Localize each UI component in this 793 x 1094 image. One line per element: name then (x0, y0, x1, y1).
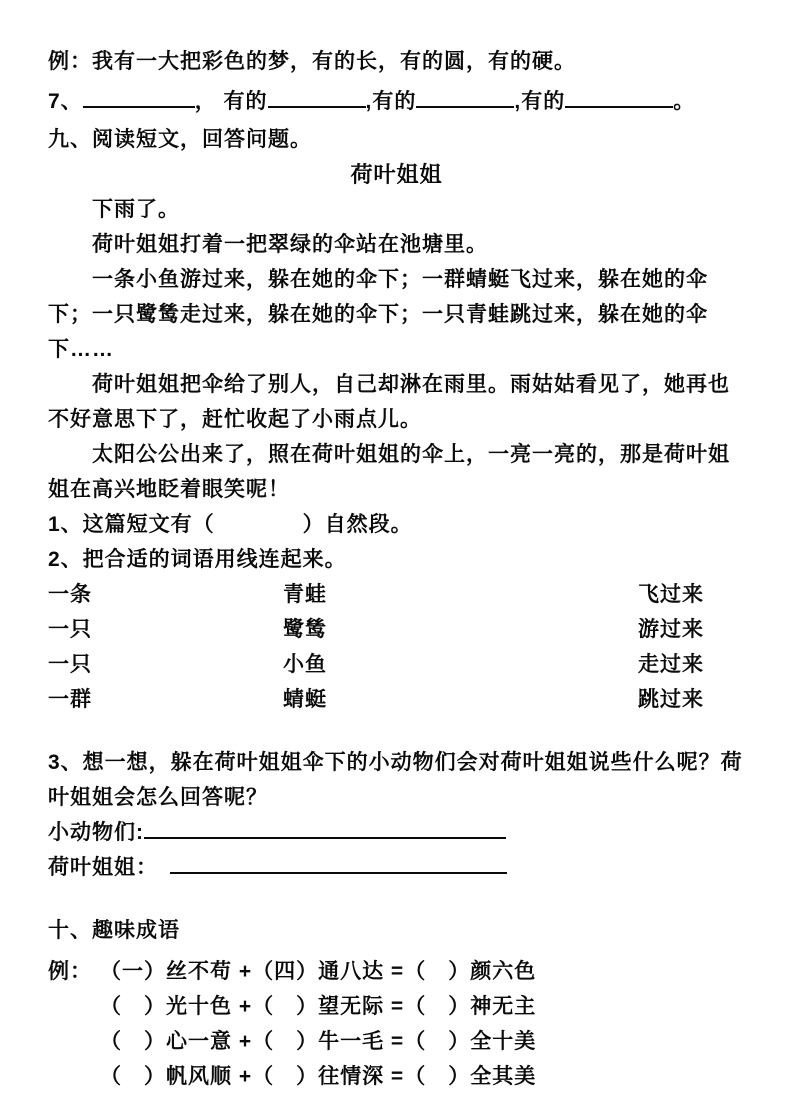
idiom-row: （ ）光十色 +（ ）望无际 =（ ）神无主 (100, 995, 537, 1018)
matching-row (48, 612, 745, 647)
lotus-answer-line (48, 850, 745, 885)
matching-animal: 蜻蜓 (283, 688, 327, 711)
question-7-segment: 。 (673, 90, 696, 113)
answer-blank (144, 818, 506, 839)
answer-blank (170, 853, 507, 874)
question-2: 2、把合适的词语用线连起来。 (48, 548, 347, 571)
matching-row (48, 577, 745, 612)
animals-answer-line (48, 815, 745, 850)
matching-classifier: 一条 (48, 583, 92, 606)
question-7-number: 7、 (48, 90, 83, 113)
passage-paragraph: 一条小鱼游过来，躲在她的伞下；一群蜻蜓飞过来，躲在她的伞下；一只鹭鸶走过来，躲在她的伞下；一只青蛙跳过来，躲在她的伞下…… (48, 268, 708, 361)
idiom-example-row (48, 954, 745, 989)
matching-row (48, 682, 745, 717)
matching-action: 飞过来 (638, 583, 704, 606)
section-9-heading: 九、阅读短文，回答问题。 (48, 128, 312, 151)
matching-classifier: 一只 (48, 618, 92, 641)
passage-paragraph: 太阳公公出来了，照在荷叶姐姐的伞上，一亮一亮的，那是荷叶姐姐在高兴地眨着眼笑呢！ (48, 443, 730, 501)
passage-title: 荷叶姐姐 (350, 162, 443, 187)
question-7 (48, 84, 745, 119)
answer-blank (416, 87, 514, 108)
matching-row (48, 647, 745, 682)
matching-animal: 小鱼 (283, 653, 327, 676)
question-1: 1、这篇短文有（ ）自然段。 (48, 513, 413, 536)
answer-blank (83, 87, 195, 108)
idiom-row: （ ）心一意 +（ ）牛一毛 =（ ）全十美 (100, 1030, 537, 1053)
idiom-row: （ ）帆风顺 +（ ）往情深 =（ ）全其美 (100, 1065, 537, 1088)
matching-classifier: 一只 (48, 653, 92, 676)
matching-action: 游过来 (638, 618, 704, 641)
fill-blanks-example: 例：我有一大把彩色的梦，有的长，有的圆，有的硬。 (48, 50, 576, 73)
passage-paragraph: 荷叶姐姐把伞给了别人，自己却淋在雨里。雨姑姑看见了，她再也不好意思下了，赶忙收起了小雨点儿。 (48, 373, 730, 431)
matching-action: 跳过来 (638, 688, 704, 711)
matching-action: 走过来 (638, 653, 704, 676)
question-7-segment: ,有的 (365, 90, 417, 113)
question-3: 3、想一想，躲在荷叶姐姐伞下的小动物们会对荷叶姐姐说些什么呢？荷叶姐姐会怎么回答呢？ (48, 751, 743, 809)
passage-paragraph: 下雨了。 (92, 198, 180, 221)
idiom-example-prefix: 例： (48, 960, 92, 983)
question-3-block (48, 745, 745, 885)
idiom-example-equation: （一）丝不苟 +（四）通八达 =（ ）颜六色 (100, 960, 537, 983)
animals-label: 小动物们: (48, 821, 144, 844)
matching-table (48, 577, 745, 717)
answer-blank (268, 87, 366, 108)
matching-classifier: 一群 (48, 688, 92, 711)
answer-blank (565, 87, 673, 108)
lotus-label: 荷叶姐姐： (48, 856, 158, 879)
section-10-heading: 十、趣味成语 (48, 919, 180, 942)
matching-animal: 鹭鸶 (283, 618, 327, 641)
passage-paragraph: 荷叶姐姐打着一把翠绿的伞站在池塘里。 (92, 233, 488, 256)
matching-animal: 青蛙 (283, 583, 327, 606)
question-7-segment: ， 有的 (194, 90, 268, 113)
question-7-segment: ,有的 (514, 90, 566, 113)
